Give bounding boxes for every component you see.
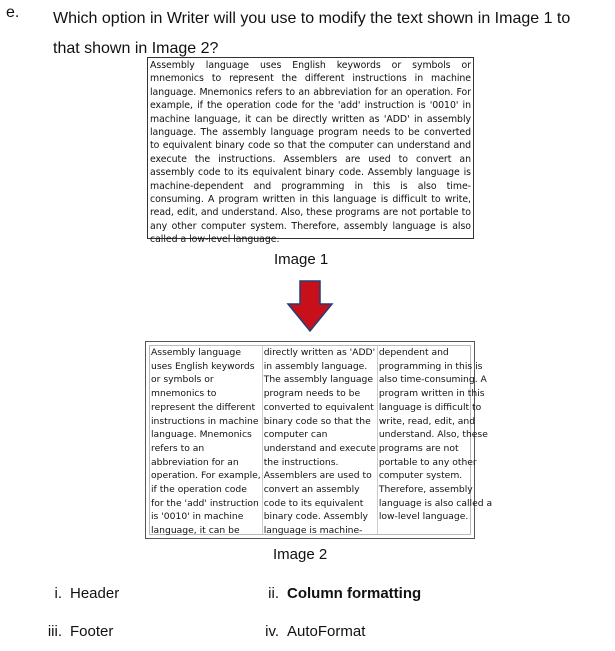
column-line: binary code. Assembly (263, 511, 368, 523)
column-line: refers to an (151, 442, 205, 454)
column-line: Assembly language (151, 347, 241, 358)
column-line: The assembly language (263, 374, 374, 386)
column-line: directly written as 'ADD' (263, 347, 376, 358)
option-label: AutoFormat (287, 623, 366, 640)
column-line: convert an assembly (263, 484, 360, 496)
column-line: language is machine- (263, 525, 363, 537)
option-number: iv. (265, 623, 279, 640)
column-1 (150, 346, 262, 537)
column-line: Assemblers are used to (263, 470, 372, 482)
column-line: computer can (263, 429, 328, 441)
option-i[interactable] (40, 585, 119, 602)
option-iii[interactable] (40, 623, 113, 640)
column-line: or symbols or (151, 374, 214, 386)
column-line: also time-consuming. A (378, 374, 487, 386)
column-line: is '0010' in machine (151, 511, 244, 523)
down-arrow-icon (286, 280, 334, 332)
column-3 (377, 346, 493, 534)
option-iv[interactable] (257, 623, 365, 640)
column-line: program written in this (378, 388, 485, 400)
column-line: abbreviation for an (151, 456, 239, 468)
column-2 (262, 346, 377, 537)
question-text: Which option in Writer will you use to modify the text shown in Image 1 to that shown in Image 2? (53, 10, 571, 57)
column-line: operation. For example, (151, 470, 261, 482)
column-line: understand. Also, these (378, 429, 488, 441)
column-line: instructions in machine (151, 415, 259, 427)
image2-caption: Image 2 (273, 546, 328, 563)
column-line: language is also called a (378, 497, 493, 509)
column-line: uses English keywords (151, 360, 255, 372)
column-line: Therefore, assembly (378, 484, 473, 496)
option-number: i. (54, 585, 62, 602)
column-line: language. Mnemonics (151, 429, 252, 441)
column-line: converted to equivalent (263, 401, 374, 413)
column-line: low-level language. (378, 511, 469, 523)
column-line: in assembly language. (263, 360, 368, 372)
column-line: code to its equivalent (263, 497, 364, 509)
column-line: write, read, edit, and (378, 415, 476, 427)
image1-caption: Image 1 (274, 251, 329, 268)
option-label: Column formatting (287, 585, 422, 602)
image2-columns-box (145, 341, 493, 539)
question-letter: e. (6, 4, 20, 21)
column-line: programming in this is (378, 360, 483, 372)
column-line: portable to any other (378, 456, 477, 468)
column-line: program needs to be (263, 388, 361, 400)
column-line: mnemonics to (151, 388, 217, 400)
option-label: Footer (70, 623, 114, 640)
image1-text-box: Assembly language uses English keywords or symbols or mnemonics to represent the different instructions in machine language. Mnemonics refers to an abbreviation for an operation. For example, if the operation code for the 'add' instruction is '0010' in machine language, it can be directly written as 'ADD' in assembly language. The assembly language program needs to be converted to equivalent binary code so that the computer can understand and execute the instructions. Assemblers are used to convert an assembly code to its equivalent binary code. Assembly language is machine-dependent and programming in this is also time-consuming. A program written in this language is difficult to write, read, edit, and understand. Also, these programs are not portable to any other computer system. Therefore, assembly language is also called a low-level language. (147, 57, 474, 239)
column-line: dependent and (378, 347, 449, 358)
column-line: language, it can be (151, 525, 240, 537)
column-line: programs are not (378, 442, 459, 454)
option-number: iii. (47, 623, 62, 640)
column-line: the instructions. (263, 456, 339, 468)
column-line: computer system. (378, 470, 463, 482)
column-line: understand and execute (263, 442, 376, 454)
option-number: ii. (268, 585, 279, 602)
column-line: represent the different (151, 401, 256, 413)
option-label: Header (70, 585, 120, 602)
column-line: language is difficult to (378, 401, 482, 413)
option-ii[interactable] (257, 585, 421, 602)
column-line: for the 'add' instruction (151, 497, 259, 509)
column-line: if the operation code (151, 484, 247, 496)
column-line: binary code so that the (263, 415, 371, 427)
